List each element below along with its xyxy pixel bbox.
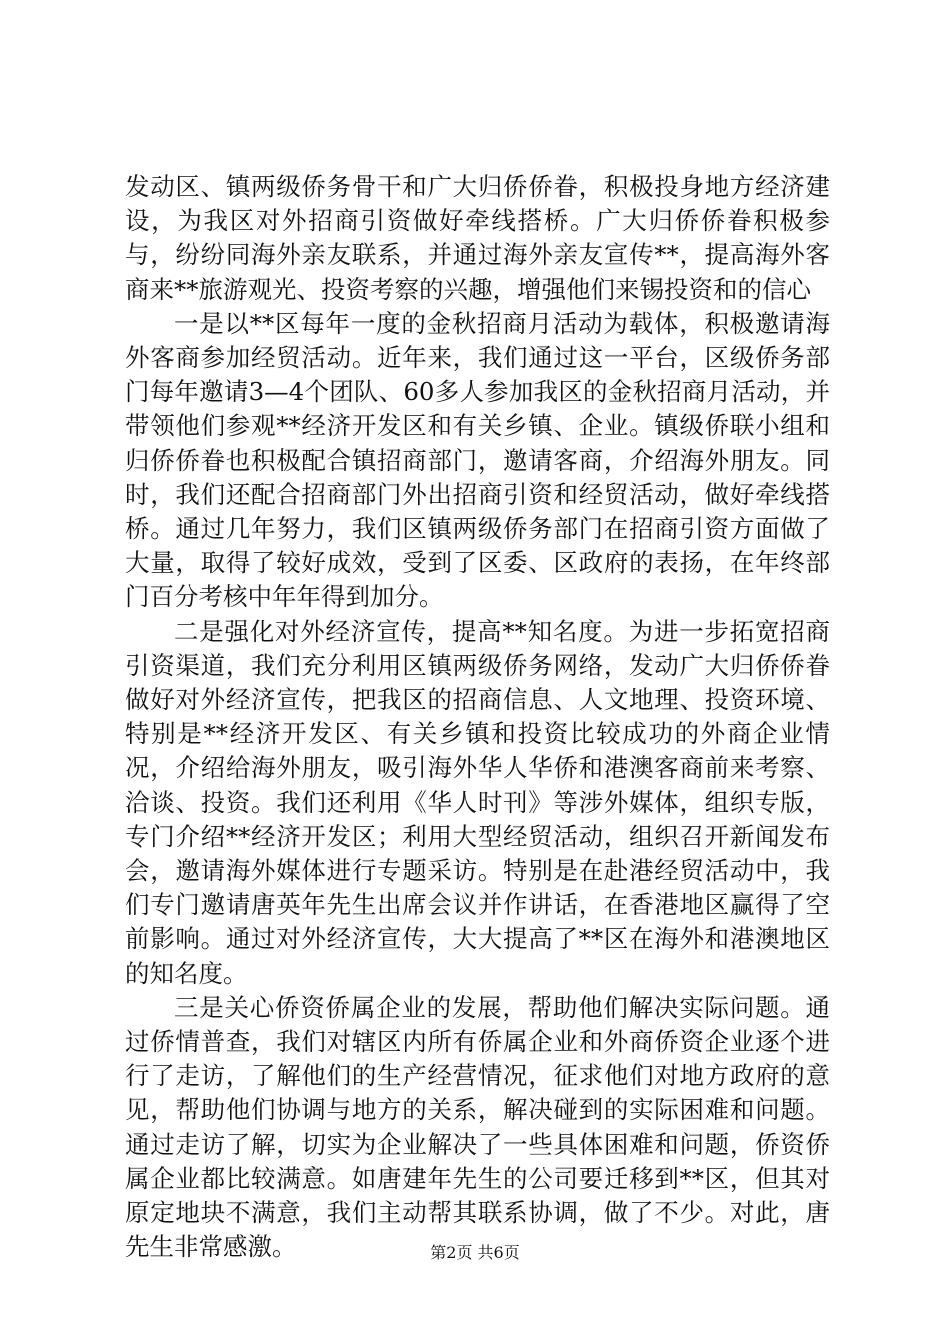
page-number-footer: 第2页 共6页	[430, 1243, 520, 1262]
paragraph-continuation: 发动区、镇两级侨务骨干和广大归侨侨眷，积极投身地方经济建设，为我区对外招商引资做好牵线搭桥。广大归侨侨眷积极参与，纷纷同海外亲友联系，并通过海外亲友宣传**，提高海外客商来**旅游观光、投资考察的兴趣，增强他们来锡投资和的信心	[125, 172, 830, 304]
paragraph-investment-activities: 一是以**区每年一度的金秋招商月活动为载体，积极邀请海外客商参加经贸活动。近年来，我们通过这一平台，区级侨务部门每年邀请3—4个团队、60多人参加我区的金秋招商月活动，并带领他们参观**经济开发区和有关乡镇、企业。镇级侨联小组和归侨侨眷也积极配合镇招商部门，邀请客商，介绍海外朋友。同时，我们还配合招商部门外出招商引资和经贸活动，做好牵线搭桥。通过几年努力，我们区镇两级侨务部门在招商引资方面做了大量，取得了较好成效，受到了区委、区政府的表扬，在年终部门百分考核中年年得到加分。	[125, 308, 830, 612]
paragraph-enterprise-support: 三是关心侨资侨属企业的发展，帮助他们解决实际问题。通过侨情普查，我们对辖区内所有侨属企业和外商侨资企业逐个进行了走访，了解他们的生产经营情况，征求他们对地方政府的意见，帮助他们协调与地方的关系，解决碰到的实际困难和问题。通过走访了解，切实为企业解决了一些具体困难和问题，侨资侨属企业都比较满意。如唐建年先生的公司要迁移到**区，但其对原定地块不满意，我们主动帮其联系协调，做了不少。对此，唐先生非常感激。	[125, 992, 830, 1262]
document-body	[125, 170, 830, 1265]
paragraph-economic-publicity: 二是强化对外经济宣传，提高**知名度。为进一步拓宽招商引资渠道，我们充分利用区镇两级侨务网络，发动广大归侨侨眷做好对外经济宣传，把我区的招商信息、人文地理、投资环境、特别是**经济开发区、有关乡镇和投资比较成功的外商企业情况，介绍给海外朋友，吸引海外华人华侨和港澳客商前来考察、洽谈、投资。我们还利用《华人时刊》等涉外媒体，组织专版，专门介绍**经济开发区；利用大型经贸活动，组织召开新闻发布会，邀请海外媒体进行专题采访。特别是在赴港经贸活动中，我们专门邀请唐英年先生出席会议并作讲话，在香港地区赢得了空前影响。通过对外经济宣传，大大提高了**区在海外和港澳地区的知名度。	[125, 616, 830, 988]
